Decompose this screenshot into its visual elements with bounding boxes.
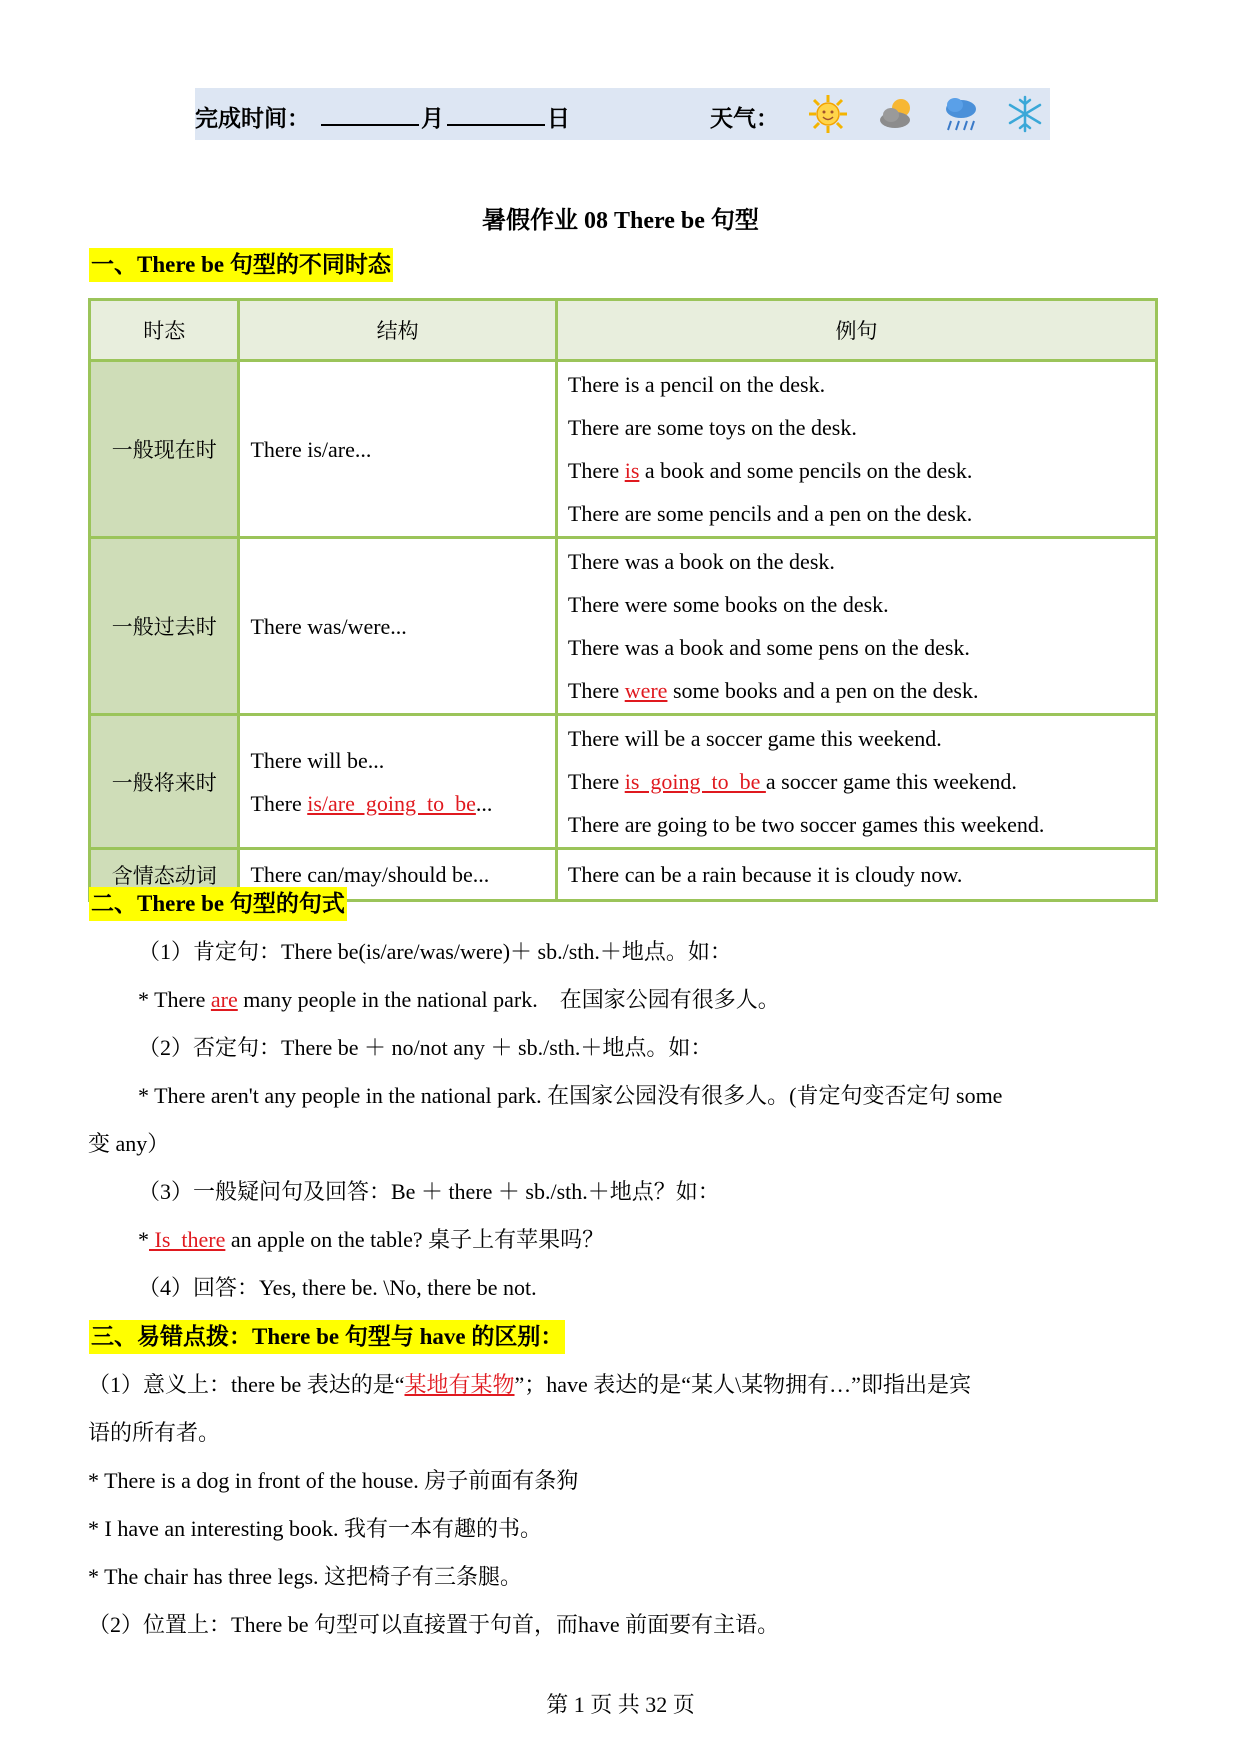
section3-heading: 三、易错点拨：There be 句型与 have 的区别： — [89, 1320, 565, 1354]
example-line: There were some books on the desk. — [567, 592, 889, 617]
example-line: There were some books and a pen on the desk. — [567, 678, 979, 703]
table-row — [90, 538, 1157, 715]
header-structure: 结构 — [239, 300, 556, 361]
example-cell — [556, 361, 1156, 538]
example-line: There is a pencil on the desk. — [567, 372, 826, 397]
time-label: 完成时间： — [195, 106, 310, 132]
negative-rule: （2）否定句：There be ＋ no/not any ＋ sb./sth.＋地点。如： — [138, 1035, 713, 1060]
negative-example-cont: 变 any） — [88, 1131, 170, 1156]
tense-cell: 一般将来时 — [90, 715, 239, 849]
structure-cell: There is/are... — [239, 361, 556, 538]
example-line: There are going to be two soccer games this weekend. — [567, 812, 1045, 837]
answer-rule: （4）回答：Yes, there be. \No, there be not. — [138, 1275, 537, 1300]
table-row — [90, 715, 1157, 849]
partly-cloudy-icon[interactable] — [877, 94, 917, 134]
example-line: There will be a soccer game this weekend. — [567, 726, 942, 751]
table-row — [90, 361, 1157, 538]
highlight-text: is/are going to be — [307, 790, 476, 816]
affirmative-rule: （1）肯定句：There be(is/are/was/were)＋ sb./sth.＋地点。如： — [138, 939, 732, 964]
example-line: There is a book and some pencils on the desk. — [567, 458, 973, 483]
highlight-text: is going to be — [624, 769, 766, 794]
section1-heading: 一、There be 句型的不同时态 — [89, 248, 393, 282]
highlight-text: is — [624, 458, 640, 483]
meaning-rule: （1）意义上：there be 表达的是“某地有某物”；have 表达的是“某人\某物拥有…”即指出是宾 — [88, 1372, 971, 1397]
month-blank[interactable] — [321, 102, 419, 126]
section2-heading: 二、There be 句型的句式 — [89, 887, 347, 921]
example-book: * I have an interesting book. 我有一本有趣的书。 — [88, 1516, 542, 1541]
tense-cell: 含情态动词 — [90, 849, 239, 901]
question-example: * Is there an apple on the table? 桌子上有苹果吗？ — [138, 1227, 605, 1252]
day-blank[interactable] — [447, 102, 545, 126]
header-tense: 时态 — [90, 300, 239, 361]
position-rule: （2）位置上：There be 句型可以直接置于句首，而have 前面要有主语。 — [88, 1612, 780, 1637]
example-line: There is going to be a soccer game this weekend. — [567, 769, 1017, 794]
affirmative-example: * There are many people in the national park. 在国家公园有很多人。 — [138, 987, 780, 1012]
snow-icon[interactable] — [1005, 94, 1045, 134]
example-cell — [556, 538, 1156, 715]
highlight-text: were — [624, 678, 668, 703]
question-rule: （3）一般疑问句及回答：Be ＋ there ＋ sb./sth.＋地点？如： — [138, 1179, 720, 1204]
structure-cell: There was/were... — [239, 538, 556, 715]
structure-cell: There can/may/should be... — [239, 849, 556, 901]
completion-time-bar — [195, 88, 1050, 140]
tense-cell: 一般过去时 — [90, 538, 239, 715]
structure-cell: There will be... There is/are going to be... — [239, 715, 556, 849]
example-line: There are some toys on the desk. — [567, 415, 857, 440]
example-line: There was a book and some pens on the desk. — [567, 635, 970, 660]
meaning-rule-cont: 语的所有者。 — [88, 1420, 221, 1445]
example-line: There was a book on the desk. — [567, 549, 835, 574]
example-dog: * There is a dog in front of the house. 房子前面有条狗 — [88, 1468, 579, 1493]
negative-example: * There aren't any people in the national park. 在国家公园没有很多人。(肯定句变否定句 some — [138, 1083, 1003, 1108]
example-chair: * The chair has three legs. 这把椅子有三条腿。 — [88, 1564, 523, 1589]
header-example: 例句 — [556, 300, 1156, 361]
month-label: 月 — [421, 106, 444, 132]
table-header-row — [90, 300, 1157, 361]
example-line: There can be a rain because it is cloudy now. — [567, 862, 963, 887]
example-cell — [556, 715, 1156, 849]
weather-label: 天气： — [710, 106, 779, 132]
tense-cell: 一般现在时 — [90, 361, 239, 538]
page-title: 暑假作业 08 There be 句型 — [482, 208, 759, 234]
sunny-icon[interactable] — [808, 94, 848, 134]
tense-table — [88, 298, 1158, 902]
page-number: 第 1 页 共 32 页 — [546, 1692, 695, 1717]
rain-icon[interactable] — [941, 94, 981, 134]
example-line: There are some pencils and a pen on the desk. — [567, 501, 973, 526]
day-label: 日 — [547, 106, 570, 132]
example-cell — [556, 849, 1156, 901]
